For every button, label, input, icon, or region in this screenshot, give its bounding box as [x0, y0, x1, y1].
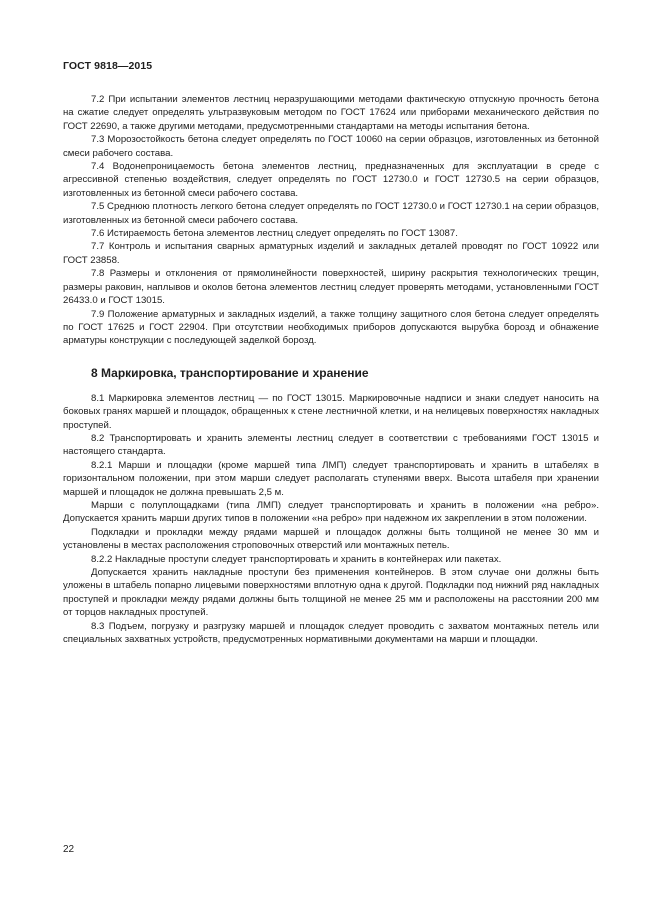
paragraph-7-2: 7.2 При испытании элементов лестниц неразрушающими методами фактическую отпускную прочность бетона на сжатие следует определять ультразвуковым методом по ГОСТ 17624 или приборами механического действия по ГОСТ 22690, а также другими методами, предусмотренными стандартами на методы испытания бетона. — [63, 94, 599, 132]
paragraph-8-3: 8.3 Подъем, погрузку и разгрузку маршей и площадок следует проводить с захватом монтажных петель или специальных захватных устройств, предусмотренных нормативными документами на марши и площадки. — [63, 620, 599, 646]
document-body — [63, 93, 599, 646]
paragraph-lmp-storage: Марши с полуплощадками (типа ЛМП) следует транспортировать и хранить в положении «на ребро». Допускается хранить марши других типов в положении «на ребро» при надежном их закреплении в этом положении. — [63, 499, 599, 525]
paragraph-spacers: Подкладки и прокладки между рядами маршей и площадок должны быть толщиной не менее 30 мм и установлены в местах расположения строповочных отверстий или монтажных петель. — [63, 526, 599, 552]
paragraph-8-2: 8.2 Транспортировать и хранить элементы лестниц следует в соответствии с требованиями ГОСТ 13015 и настоящего стандарта. — [63, 432, 599, 458]
paragraph-7-4: 7.4 Водонепроницаемость бетона элементов лестниц, предназначенных для эксплуатации в среде с агрессивной степенью воздействия, следует определять по ГОСТ 12730.0 и ГОСТ 12730.5 на серии образцов, изготовленных из бетонной смеси рабочего состава. — [63, 161, 599, 199]
paragraph-7-3: 7.3 Морозостойкость бетона следует определять по ГОСТ 10060 на серии образцов, изготовленных из бетонной смеси рабочего состава. — [63, 134, 599, 159]
section-8-heading: 8 Маркировка, транспортирование и хранение — [91, 365, 369, 380]
paragraph-8-1: 8.1 Маркировка элементов лестниц — по ГОСТ 13015. Маркировочные надписи и знаки следует наносить на боковых гранях маршей и площадок, обращенных к стене лестничной клетки, и на нелицевых поверхностях накладных проступей. — [63, 392, 599, 431]
paragraph-7-9: 7.9 Положение арматурных и закладных изделий, а также толщину защитного слоя бетона следует определять по ГОСТ 17625 и ГОСТ 22904. При отсутствии необходимых приборов допускаются вырубка борозд и обнажение арматуры конструкции с последующей заделкой борозд. — [63, 308, 599, 347]
paragraph-7-6: 7.6 Истираемость бетона элементов лестниц следует определять по ГОСТ 13087. — [91, 228, 458, 240]
paragraph-8-2-1: 8.2.1 Марши и площадки (кроме маршей типа ЛМП) следует транспортировать и хранить в штабелях в горизонтальном положении, при этом марши следует располагать ступенями вверх. Высота штабеля при хранении маршей и площадок не должна превышать 2,5 м. — [63, 459, 599, 498]
paragraph-8-2-2: 8.2.2 Накладные проступи следует транспортировать и хранить в контейнерах или пакетах. — [91, 553, 502, 565]
paragraph-treads-storage: Допускается хранить накладные проступи без применения контейнеров. В этом случае они должны быть уложены в штабель попарно лицевыми поверхностями вплотную одна к другой. Подкладки под нижний ряд накладных проступей и прокладки между рядами должны быть толщиной не менее 25 мм и расположены на расстоянии 200 мм от торцов накладных проступей. — [63, 567, 599, 619]
page-number: 22 — [63, 844, 75, 855]
paragraph-7-7: 7.7 Контроль и испытания сварных арматурных изделий и закладных деталей проводят по ГОСТ 10922 или ГОСТ 23858. — [63, 241, 599, 266]
paragraph-7-5: 7.5 Среднюю плотность легкого бетона следует определять по ГОСТ 12730.0 и ГОСТ 12730.1 на серии образцов, изготовленных из бетонной смеси рабочего состава. — [63, 201, 599, 226]
paragraph-7-8: 7.8 Размеры и отклонения от прямолинейности поверхностей, ширину раскрытия технологических трещин, размеры раковин, наплывов и околов бетона элементов лестниц следует проверять методами, установленными ГОСТ 26433.0 и ГОСТ 13015. — [63, 268, 599, 307]
document-header: ГОСТ 9818—2015 — [63, 60, 153, 72]
